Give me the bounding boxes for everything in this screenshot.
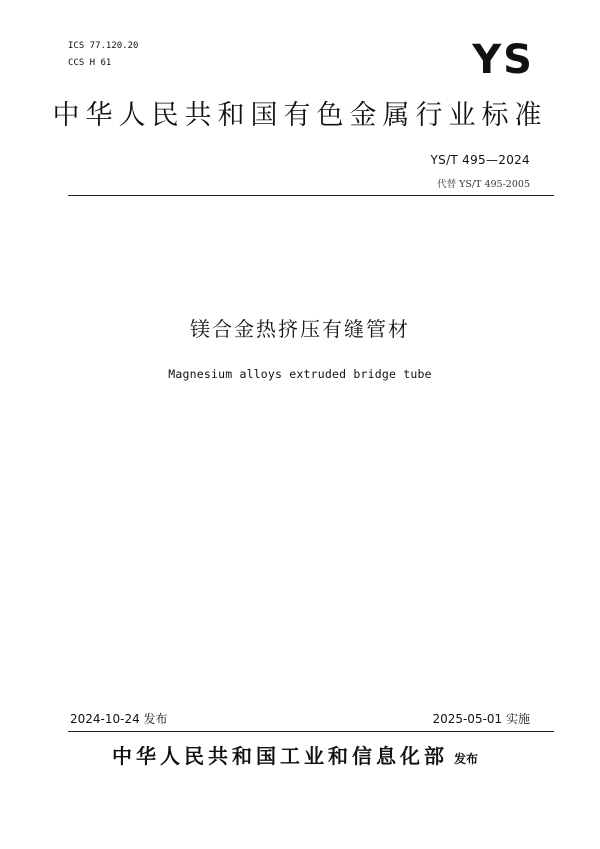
publish-label: 发布 — [454, 752, 479, 766]
standard-title: 中华人民共和国有色金属行业标准 — [52, 100, 548, 131]
replaces-note: 代替 YS/T 495-2005 — [437, 179, 530, 190]
document-subtitle: Magnesium alloys extruded bridge tube — [168, 367, 432, 381]
classification-codes — [68, 38, 138, 72]
ys-logo: YS — [472, 37, 534, 83]
ics-code: ICS 77.120.20 — [68, 41, 139, 51]
standard-number: YS/T 495—2024 — [430, 153, 530, 167]
implementation-date: 2025-05-01 实施 — [432, 712, 530, 726]
document-title: 镁合金热挤压有缝管材 — [190, 317, 410, 341]
bottom-divider — [68, 731, 554, 732]
publisher-name: 中华人民共和国工业和信息化部 — [112, 744, 448, 768]
publisher-block — [112, 740, 478, 769]
top-divider — [68, 195, 554, 196]
issue-date: 2024-10-24 发布 — [70, 712, 168, 726]
ccs-code: CCS H 61 — [68, 58, 112, 68]
